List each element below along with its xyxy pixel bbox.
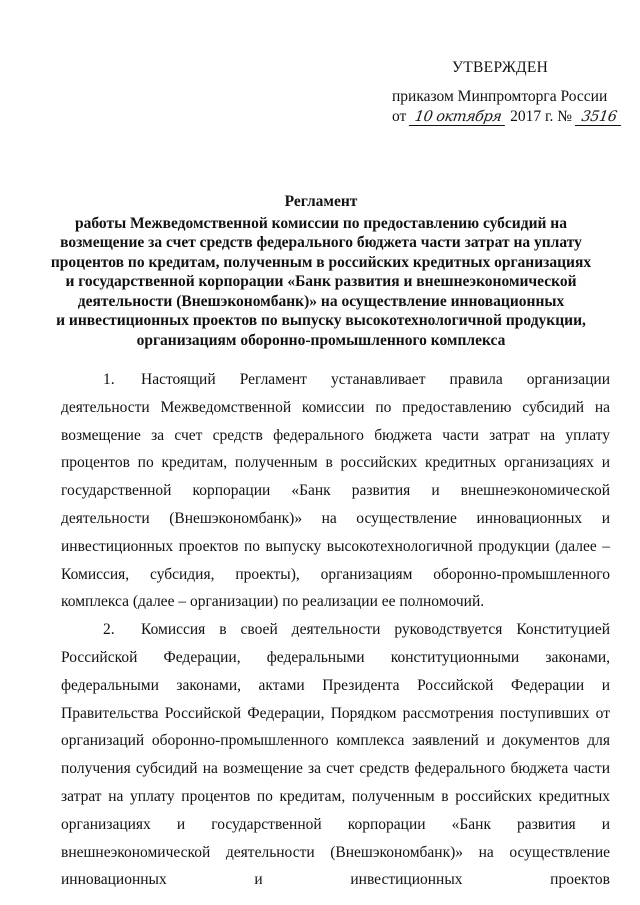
title-line: возмещение за счет средств федерального бюджета части затрат на уплату [60,234,582,251]
document-title [40,192,602,350]
approval-block [392,58,622,127]
title-line: и инвестиционных проектов по выпуску высокотехнологичной продукции, [56,312,586,329]
approval-stamp: УТВЕРЖДЕН [452,59,549,76]
paragraph-text: Комиссия в своей деятельности руководствуется Конституцией Российской Федерации, федеральными конституционными законами, федеральными законами, актами Президента Российской Федерации и Правительства Российской Федерации, Порядком рассмотрения поступивших от организаций оборонно-промышленного комплекса заявлений и документов для получения субсидий на возмещение за счет средств федерального бюджета части затрат на уплату процентов по кредитам, полученным в российских кредитных организациях и государственной корпорации «Банк развития и внешнеэкономической деятельности (Внешэкономбанк)» на осуществление инновационных и инвестиционных проектов [61,621,610,889]
paragraph-text: Настоящий Регламент устанавливает правила организации деятельности Межведомственной комиссии по предоставлению субсидий на возмещение за счет средств федерального бюджета части затрат на уплату процентов по кредитам, полученным в российских кредитных организациях и государственной корпорации «Банк развития и внешнеэкономической деятельности (Внешэкономбанк)» на осуществление инновационных и инвестиционных проектов по выпуску высокотехнологичной продукции (далее – Комиссия, субсидия, проекты), организациям оборонно-промышленного комплекса (далее – организации) по реализации ее полномочий. [61,371,610,611]
title-line: деятельности (Внешэкономбанк)» на осуществление инновационных [77,292,565,310]
paragraph [61,616,610,894]
title-line: процентов по кредитам, полученным в российских кредитных организациях [50,253,592,271]
title-line: организациям оборонно-промышленного комплекса [136,331,506,349]
title-doc-name: Регламент [284,193,358,210]
order-date-line [392,107,622,127]
handwritten-order-number: 3516 [575,109,623,126]
order-line: приказом Минпромторга России [392,88,608,105]
handwritten-date: 10 октября [409,109,507,126]
paragraph-number: 2. [103,621,115,639]
document-body [61,366,610,894]
paragraph-number: 1. [103,371,115,388]
year-text: 2017 г. № [510,108,573,125]
title-line: и государственной корпорации «Банк развития и внешнеэкономической [65,273,577,290]
title-line: работы Межведомственной комиссии по предоставлению субсидий на [75,214,567,232]
paragraph [61,366,610,616]
date-prefix: от [392,108,407,125]
